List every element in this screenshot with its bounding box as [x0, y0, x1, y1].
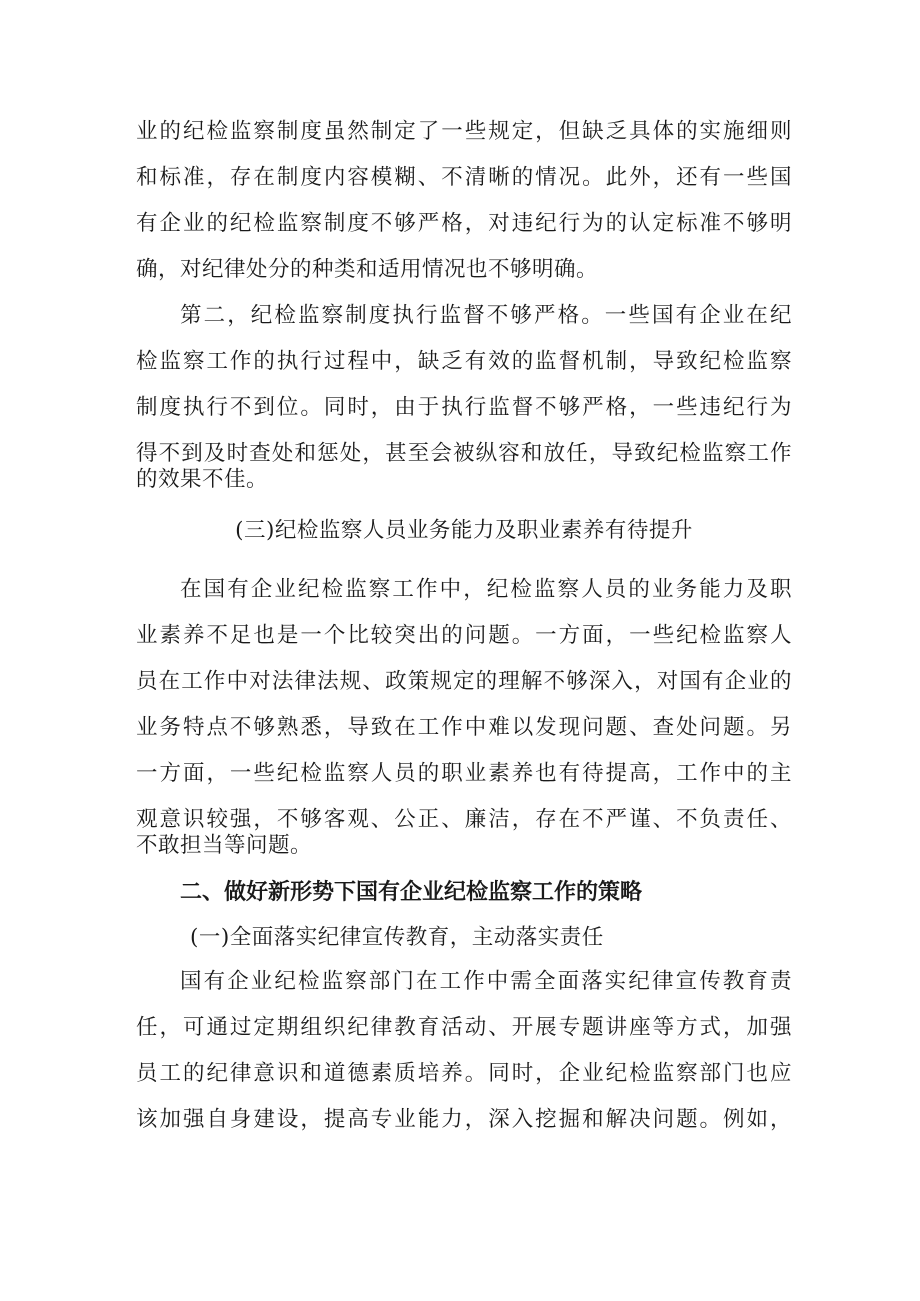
paragraph-line: 不敢担当等问题。 — [136, 833, 313, 858]
section-heading: 二、做好新形势下国有企业纪检监察工作的策略 — [180, 880, 643, 905]
paragraph-line: 的效果不佳。 — [136, 467, 269, 492]
paragraph-line: 得不到及时查处和惩处，甚至会被纵容和放任，导致纪检监察工作 — [136, 441, 792, 466]
paragraph-line: 业的纪检监察制度虽然制定了一些规定，但缺乏具体的实施细则 — [136, 119, 792, 144]
section-subheading: (三)纪检监察人员业务能力及职业素养有待提升 — [235, 518, 693, 543]
paragraph-line: 一方面，一些纪检监察人员的职业素养也有待提高，工作中的主 — [136, 761, 792, 786]
paragraph-line: 任，可通过定期组织纪律教育活动、开展专题讲座等方式，加强 — [136, 1015, 792, 1040]
paragraph-line: 在国有企业纪检监察工作中，纪检监察人员的业务能力及职 — [180, 577, 792, 602]
section-subheading: (一)全面落实纪律宣传教育，主动落实责任 — [190, 925, 604, 950]
paragraph-line: 国有企业纪检监察部门在工作中需全面落实纪律宣传教育责 — [180, 969, 792, 994]
paragraph-line: 和标准，存在制度内容模糊、不清晰的情况。此外，还有一些国 — [136, 165, 792, 190]
paragraph-line: 员在工作中对法律法规、政策规定的理解不够深入，对国有企业的 — [136, 669, 792, 694]
paragraph-line: 制度执行不到位。同时，由于执行监督不够严格，一些违纪行为 — [136, 395, 792, 420]
paragraph-line: 第二，纪检监察制度执行监督不够严格。一些国有企业在纪 — [180, 303, 792, 328]
paragraph-line: 业务特点不够熟悉，导致在工作中难以发现问题、查处问题。另 — [136, 715, 792, 740]
paragraph-line: 确，对纪律处分的种类和适用情况也不够明确。 — [136, 257, 599, 282]
paragraph-line: 检监察工作的执行过程中，缺乏有效的监督机制，导致纪检监察 — [136, 349, 792, 374]
paragraph-line: 观意识较强，不够客观、公正、廉洁，存在不严谨、不负责任、 — [136, 807, 792, 832]
paragraph-line: 有企业的纪检监察制度不够严格，对违纪行为的认定标准不够明 — [136, 211, 792, 236]
paragraph-line: 业素养不足也是一个比较突出的问题。一方面，一些纪检监察人 — [136, 623, 792, 648]
paragraph-line: 员工的纪律意识和道德素质培养。同时，企业纪检监察部门也应 — [136, 1061, 792, 1086]
paragraph-line: 该加强自身建设，提高专业能力，深入挖掘和解决问题。例如， — [136, 1107, 792, 1132]
